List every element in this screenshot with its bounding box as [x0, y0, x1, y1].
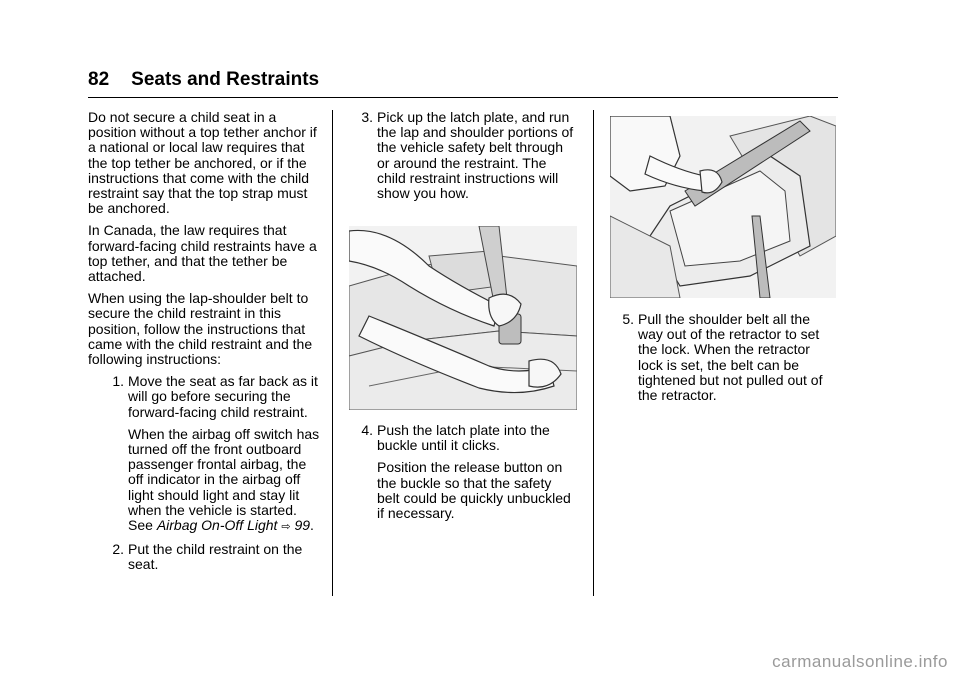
step-1-note	[100, 427, 324, 535]
step-4	[349, 423, 577, 453]
header-rule	[88, 97, 838, 98]
airbag-onoff-light-link[interactable]: Airbag On-Off Light	[156, 517, 278, 534]
watermark: carmanualsonline.info	[772, 652, 948, 671]
latch-plate-illustration	[349, 226, 577, 410]
step-1-text: Move the seat as far back as it will go before securing the forward-facing child restraint.	[128, 373, 318, 420]
column-divider-2	[593, 110, 594, 596]
column-2-lower	[349, 423, 577, 528]
column-3-lower	[610, 312, 836, 410]
shoulder-belt-illustration	[610, 116, 836, 298]
step-1-note-end: .	[310, 517, 314, 534]
step-1	[100, 374, 324, 420]
column-2	[349, 110, 577, 208]
column-divider-1	[332, 110, 333, 596]
step-1-number: 1.	[112, 373, 124, 390]
step-2-text: Put the child restraint on the seat.	[128, 541, 303, 573]
paragraph-tether-law: Do not secure a child seat in a position without a top tether anchor if a national or local law requires that the top tether be anchored, or if the instructions that come with the child restraint say that the top strap must be anchored.	[88, 109, 317, 217]
step-5	[610, 312, 836, 403]
step-5-text: Pull the shoulder belt all the way out of the retractor to set the lock. When the retractor lock is set, the belt can be tightened but not pulled out of the retractor.	[638, 311, 823, 404]
section-title: Seats and Restraints	[131, 69, 320, 90]
step-4-note: Position the release button on the buckle so that the safety belt could be quickly unbuckled if necessary.	[377, 459, 571, 522]
step-3-number: 3.	[361, 109, 373, 125]
step-4-text: Push the latch plate into the buckle until it clicks.	[377, 422, 550, 454]
paragraph-lap-shoulder-intro: When using the lap-shoulder belt to secure the child restraint in this position, follow the instructions that came with the child restraint and the following instructions:	[88, 290, 313, 368]
step-2-number: 2.	[112, 541, 124, 558]
step-3	[349, 110, 577, 201]
page-number: 82	[88, 69, 110, 90]
paragraph-canada-law: In Canada, the law requires that forward-facing child restraints have a top tether, and that the tether be attached.	[88, 222, 317, 285]
page-header	[88, 68, 838, 92]
page-ref-arrow-icon: ⇨	[281, 521, 291, 534]
step-2	[100, 542, 324, 572]
column-1	[88, 110, 324, 580]
step-5-number: 5.	[622, 311, 634, 327]
step-4-number: 4.	[361, 422, 373, 438]
step-3-text: Pick up the latch plate, and run the lap and shoulder portions of the vehicle safety belt through or around the restraint. The child restraint instructions will show you how.	[377, 109, 574, 202]
page-ref-number[interactable]: 99	[294, 517, 311, 534]
step-1-note-text: When the airbag off switch has turned off the front outboard passenger frontal airbag, the off indicator in the airbag off light should light and stay lit when the vehicle is started. See	[128, 425, 320, 534]
